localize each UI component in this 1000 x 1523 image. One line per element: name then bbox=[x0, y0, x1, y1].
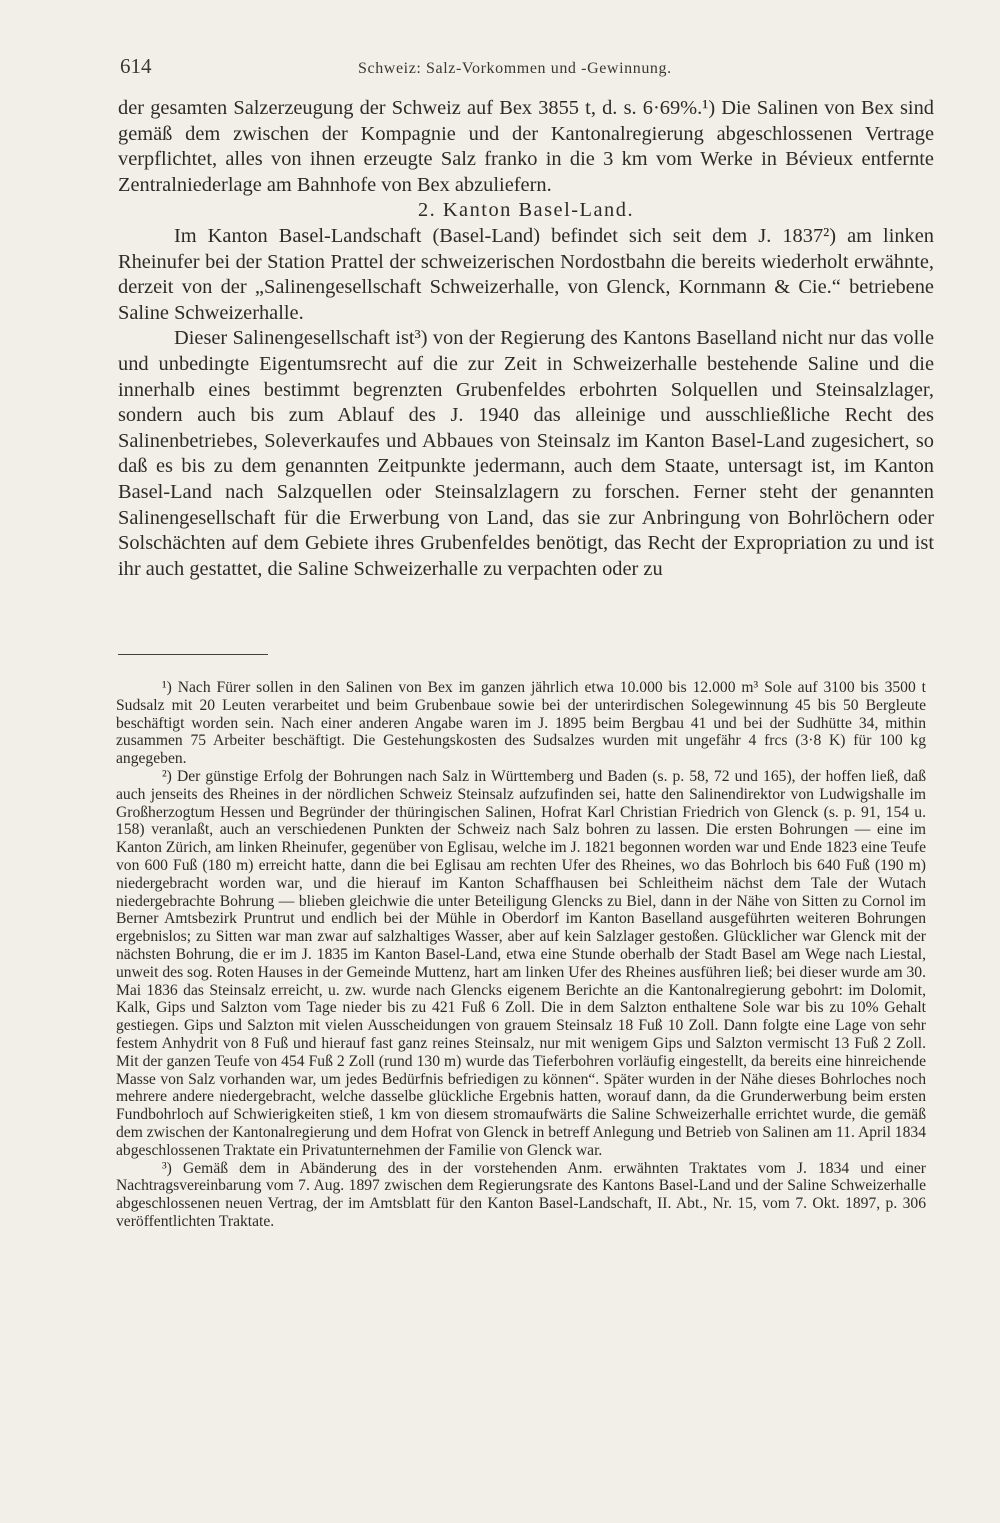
footnote-1: ¹) Nach Fürer sollen in den Salinen von Bex im ganzen jährlich etwa 10.000 bis 12.000 m³ Sole auf 3100 bis 3500 t Sudsalz mit 20 Leuten verarbeitet und beim Grubenbaue sowie bei der unterirdischen Solegewinnung 45 bis 50 Bergleute beschäftigt worden sein. Nach einer anderen Angabe waren im J. 1895 beim Bergbau 41 und bei der Sudhütte 34, mithin zusammen 75 Arbeiter beschäftigt. Die Gestehungskosten des Sudsalzes wurden mit ungefähr 4 frcs (3·8 K) für 100 kg angegeben. bbox=[116, 679, 926, 768]
footnote-2: ²) Der günstige Erfolg der Bohrungen nach Salz in Württemberg und Baden (s. p. 58, 72 und 165), der hoffen ließ, daß auch jenseits des Rheines in der nördlichen Schweiz Steinsalz aufzufinden sei, hatte den Salinendirektor von Ludwigshalle im Großherzogtum Hessen und Begründer der thüringischen Salinen, Hofrat Karl Christian Friedrich von Glenck (s. p. 91, 154 u. 158) veranlaßt, auch an verschiedenen Punkten der Schweiz nach Salz bohren zu lassen. Die ersten Bohrungen — eine im Kanton Zürich, am linken Rheinufer, gegenüber von Eglisau, welche im J. 1821 begonnen worden war und Ende 1823 eine Teufe von 600 Fuß (180 m) erreicht hatte, dann die bei Eglisau am rechten Ufer des Rheines, wo das Bohrloch bis 640 Fuß (190 m) niedergebracht worden war, und die hierauf im Kanton Schaffhausen bei Schleitheim nächst dem Tale der Wutach niedergebrachte Bohrung — blieben gleichwie die unter Beteiligung Glencks zu Biel, dann in der Nähe von Sitten zu Cornol im Berner Amtsbezirk Pruntrut und endlich bei der Mühle in Oberdorf im Kanton Baselland ausgeführten weiteren Bohrungen ergebnislos; zu Sitten war man zwar auf salzhaltiges Wasser, aber auf kein Salzlager gestoßen. Glücklicher war Glenck mit der nächsten Bohrung, die er im J. 1835 im Kanton Basel-Land, etwa eine Stunde oberhalb der Stadt Basel am Wege nach Liestal, unweit des sog. Roten Hauses in der Gemeinde Muttenz, hart am linken Ufer des Rheines ausführen ließ; bei dieser wurde am 30. Mai 1836 das Steinsalz erreicht, u. zw. wurde nach Glencks eigenem Berichte an die Kantonalregierung gebohrt: im Dolomit, Kalk, Gips und Salzton vom Tage nieder bis zu 421 Fuß 6 Zoll. Die in dem Salzton enthaltene Sole war bis zu 10% Gehalt gestiegen. Gips und Salzton mit vielen Ausscheidungen von grauem Steinsalz 18 Fuß 10 Zoll. Dann folgte eine Lage von sehr festem Anhydrit von 8 Fuß und hierauf fast ganz reines Steinsalz, nur mit wenigem Gips und Salzton vermischt 13 Fuß 2 Zoll. Mit der ganzen Teufe von 454 Fuß 2 Zoll (rund 130 m) wurde das Tieferbohren vorläufig eingestellt, da bereits eine hinreichende Masse von Salz vorhanden war, um jedes Bedürfnis befriedigen zu können“. Später wurden in der Nähe dieses Bohrloches noch mehrere andere niedergebracht, welche dasselbe glückliche Ergebnis hatten, worauf dann, da die Grunderwerbung beim ersten Fundbohrloch auf Schwierigkeiten stieß, 1 km von diesem stromaufwärts die Saline Schweizerhalle errichtet wurde, die gemäß dem zwischen der Kantonalregierung und dem Hofrat von Glenck in betreff Anlegung und Betrieb von Salinen am 11. April 1834 abgeschlossenen Traktate ein Privatunternehmen der Familie von Glenck war. bbox=[116, 767, 926, 1159]
paragraph-basel-land-intro: Im Kanton Basel-Landschaft (Basel-Land) befindet sich seit dem J. 1837²) am linken Rheinufer bei der Station Prattel der schweizerischen Nordostbahn die bereits wiederholt erwähnte, derzeit von der „Salinengesellschaft Schweizerhalle, von Glenck, Kornmann & Cie.“ betriebene Saline Schweizerhalle. bbox=[118, 224, 934, 324]
paragraph-salinengesellschaft-rights: Dieser Salinengesellschaft ist³) von der Regierung des Kantons Baselland nicht nur das volle und unbedingte Eigentumsrecht auf die zur Zeit in Schweizerhalle bestehende Saline und die innerhalb eines bestimmt begrenzten Grubenfeldes erbohrten Solquellen und Steinsalzlager, sondern auch bis zum Ablauf des J. 1940 das alleinige und ausschließliche Recht des Salinenbetriebes, Soleverkaufes und Abbaues von Steinsalz im Kanton Basel-Land zugesichert, so daß es bis zu dem genannten Zeitpunkte jedermann, auch dem Staate, untersagt ist, im Kanton Basel-Land nach Salzquellen oder Steinsalzlagern zu forschen. Ferner steht der genannten Salinengesellschaft für die Erwerbung von Land, das sie zur Anbringung von Bohrlöchern oder Solschächten auf dem Gebiete ihres Grubenfeldes benötigt, das Recht der Expropriation zu und ist ihr auch gestattet, die Saline Schweizerhalle zu verpachten oder zu bbox=[118, 327, 934, 580]
footnote-divider bbox=[118, 654, 268, 655]
paragraph-bex-continuation: der gesamten Salzerzeugung der Schweiz auf Bex 3855 t, d. s. 6·69%.¹) Die Salinen von Bex sind gemäß dem zwischen der Kompagnie und der Kantonalregierung abgeschlossenen Vertrage verpflichtet, alles von ihnen erzeugte Salz franko in die 3 km vom Werke in Bévieux entfernte Zentralniederlage am Bahnhofe von Bex abzuliefern. bbox=[118, 97, 934, 196]
page-header bbox=[120, 54, 900, 84]
footnotes bbox=[116, 679, 926, 1231]
section-heading: 2. Kanton Basel-Land. bbox=[417, 199, 635, 222]
running-head: Schweiz: Salz-Vorkommen und -Gewinnung. bbox=[358, 60, 672, 77]
page-number: 614 bbox=[120, 54, 152, 78]
main-text bbox=[118, 96, 934, 582]
footnote-3: ³) Gemäß dem in Abänderung des in der vorstehenden Anm. erwähnten Traktates vom J. 1834 und einer Nachtragsvereinbarung vom 7. Aug. 1897 zwischen dem Regierungsrate des Kantons Basel-Land und der Saline Schweizerhalle abgeschlossenen neuen Vertrag, der im Amtsblatt für den Kanton Basel-Landschaft, II. Abt., Nr. 15, vom 7. Okt. 1897, p. 306 veröffentlichten Traktate. bbox=[116, 1159, 926, 1230]
